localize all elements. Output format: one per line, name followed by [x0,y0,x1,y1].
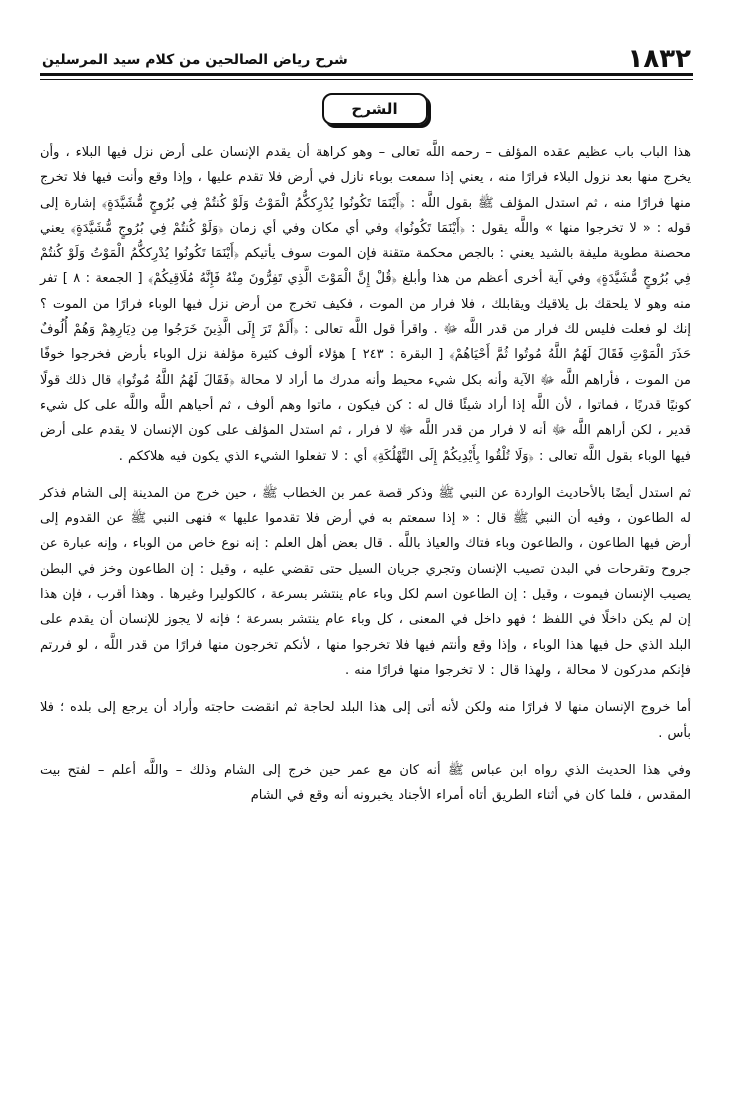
paragraph-3: أما خروج الإنسان منها لا فرارًا منه ولكن لأنه أتى إلى هذا البلد لحاجة ثم انقضت حاجته وأراد أن يرجع إلى بلده ؛ فلا بأس . [40,700,691,741]
header-rule-thick [40,73,693,76]
section-heading-wrap [0,93,749,125]
header-rule-thin [40,79,693,80]
section-heading: الشرح [322,93,428,125]
running-title: شرح رياض الصالحين من كلام سيد المرسلين [42,52,348,68]
paragraph-2: ثم استدل أيضًا بالأحاديث الواردة عن النبي ﷺ وذكر قصة عمر بن الخطاب ﷺ ، حين خرج من المدينة إلى الشام فذكر له الطاعون ، وفيه أن النبي ﷺ قال : « إذا سمعتم به في أرض فلا تقدموا عليها » فنهى النبي ﷺ عن القدوم إلى أرض فيها الطاعون ، والطاعون وباء فتاك والعياذ باللَّه . قال بعض أهل العلم : إنه نوع خاص من الوباء ، وإنه عبارة عن جروح وتقرحات في البدن تصيب الإنسان وتجري جريان السيل حتى تقضي عليه ، وقيل : إن الطاعون وخز في البطن يصيب الإنسان فيموت ، وقيل : إن الطاعون اسم لكل وباء عام ينتشر بسرعة ، كالكوليرا وغيرها . وهذا أقرب ، فإن هذا إن لم يكن داخلًا في اللفظ ؛ فهو داخل في المعنى ، كل وباء عام ينتشر بسرعة ؛ فإنه لا يجوز للإنسان أن يقدم على البلد الذي حل فيها هذا الوباء ، وإذا وقع وأنتم فيها فلا تخرجوا منها ، لأنكم تخرجون منها فرارًا من قدر اللَّه ، لو فررتم فإنكم مدركون لا محالة ، ولهذا قال : لا تخرجوا منها فرارًا منه . [40,485,691,678]
paragraph-4: وفي هذا الحديث الذي رواه ابن عباس ﷺ أنه كان مع عمر حين خرج إلى الشام وذلك – واللَّه أعلم – لفتح بيت المقدس ، فلما كان في أثناء الطريق أتاه أمراء الأجناد يخبرونه أنه وقع في الشام [40,762,691,804]
paragraph-1: هذا الباب باب عظيم عقده المؤلف – رحمه اللَّه تعالى – وهو كراهة أن يقدم الإنسان على أرض نزل فيها البلاء ، وأن يخرج منها بعد نزول البلاء فرارًا منه ، يعني إذا سمعت بوباء نازل في أرض فلا تقدم عليها ، وإذا وقع وأنت فيها فلا تخرج منها فرارًا منه ، ثم استدل المؤلف ﷺ بقول اللَّه : ﴿أَيْنَمَا تَكُونُوا يُدْرِككُّمُ الْمَوْتُ وَلَوْ كُنتُمْ فِي بُرُوجٍ مُّشَيَّدَةٍ﴾ إشارة إلى قوله : « لا تخرجوا منها » واللَّه يقول : ﴿أَيْنَمَا تَكُونُوا﴾ وفي أي مكان وفي أي زمان ﴿وَلَوْ كُنتُمْ فِي بُرُوجٍ مُّشَيَّدَةٍ﴾ يعني محصنة مطوية مليفة بالشيد يعني : بالجص محكمة متقنة فإن الموت سوف يأتيكم ﴿أَيْنَمَا تَكُونُوا يُدْرِككُّمُ الْمَوْتُ وَلَوْ كُنتُمْ فِي بُرُوجٍ مُّشَيَّدَةٍ﴾ وفي آية أخرى أعظم من هذا وأبلغ ﴿قُلْ إِنَّ الْمَوْتَ الَّذِي تَفِرُّونَ مِنْهُ فَإِنَّهُ مُلَاقِيكُمْ﴾ [ الجمعة : ٨ ] تفر منه وهو لا يلحقك بل يلاقيك ويقابلك ، فلا فرار من الموت ، فكيف تخرج من أرض نزل فيها الوباء فرارًا من الموت ؟ إنك لو فعلت فليس لك فرار من قدر اللَّه ﷻ . واقرأ قول اللَّه تعالى : ﴿أَلَمْ تَرَ إِلَى الَّذِينَ خَرَجُوا مِن دِيَارِهِمْ وَهُمْ أُلُوفٌ حَذَرَ الْمَوْتِ فَقَالَ لَهُمُ اللَّهُ مُوتُوا ثُمَّ أَحْيَاهُمْ﴾ [ البقرة : ٢٤٣ ] هؤلاء ألوف كثيرة مؤلفة نزل الوباء بأرض فخرجوا خوفًا من الموت ، فأراهم اللَّه ﷻ الآية وأنه بكل شيء محيط وأنه مدرك ما أراد لا محالة ﴿فَقَالَ لَهُمُ اللَّهُ مُوتُوا﴾ قال ذلك قولًا كونيًا قدريًا ، فماتوا ، لأن اللَّه إذا أراد شيئًا قال له : كن فيكون ، ماتوا وهم ألوف ، ثم أحياهم اللَّه واللَّه على كل شيء قدير ، لكن أراهم اللَّه ﷻ أنه لا فرار من قدر اللَّه ﷻ لا فرار ، ثم استدل المؤلف على كون الإنسان لا يقدم على أرض فيها الوباء بقول اللَّه تعالى : ﴿وَلَا تُلْقُوا بِأَيْدِيكُمْ إِلَى التَّهْلُكَةِ﴾ أي : لا تفعلوا الشيء الذي يكون فيه هلاككم . [40,145,691,464]
page-header [42,38,691,72]
body-text [40,140,691,808]
page-number: ١٨٣٢ [627,44,691,74]
